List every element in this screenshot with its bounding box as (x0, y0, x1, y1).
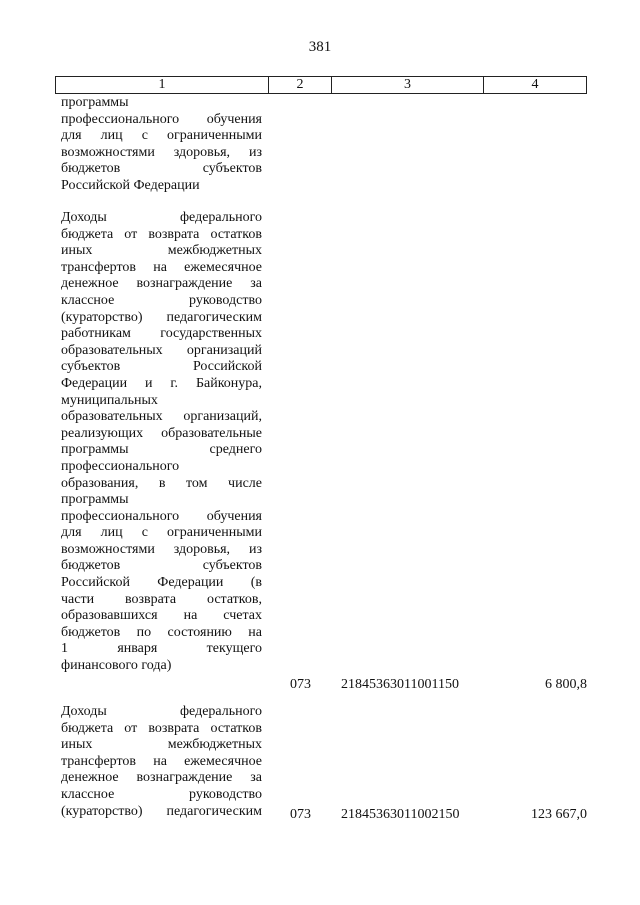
text-line: Доходы федерального (61, 704, 262, 719)
text-line: профессионального обучения (61, 111, 262, 127)
text-line: финансового года) (61, 658, 172, 674)
text-line: возможностями здоровья, из (61, 144, 262, 160)
text-line: бюджетов субъектов (61, 161, 262, 177)
text-line: профессионального (61, 458, 180, 474)
text-line: 1 января текущего (61, 641, 262, 657)
text-line: бюджета от возврата остатков (61, 226, 262, 242)
column-header-1: 1 (56, 77, 269, 93)
amount: 123 667,0 (531, 807, 587, 822)
column-header-3: 3 (332, 77, 484, 93)
text-line: для лиц с ограниченными (61, 525, 262, 541)
text-line: профессионального обучения (61, 508, 262, 524)
text-line: реализующих образовательные (61, 425, 262, 441)
text-line: программы (61, 95, 129, 110)
kbk-code: 21845363011001150 (341, 677, 459, 692)
admin-code: 073 (290, 807, 311, 822)
text-line: денежное вознаграждение за (61, 276, 262, 292)
text-line: субъектов Российской (61, 359, 262, 375)
text-line: классное руководство (61, 786, 262, 802)
admin-code: 073 (290, 677, 311, 692)
column-header-4: 4 (531, 77, 539, 92)
text-line: бюджета от возврата остатков (61, 720, 262, 736)
row-description-continued (61, 95, 262, 195)
text-line: Федерации и г. Байконура, (61, 375, 262, 391)
column-header-2: 2 (269, 77, 332, 93)
text-line: трансфертов на ежемесячное (61, 753, 262, 769)
text-line: программы (61, 492, 129, 508)
text-line: образовавшихся на счетах (61, 608, 262, 624)
table-header-row (55, 76, 587, 94)
row-description-1 (61, 210, 262, 675)
text-line: образовательных организаций, (61, 409, 262, 425)
text-line: иных межбюджетных (61, 243, 262, 259)
text-line: работникам государственных (61, 326, 262, 342)
text-line: Российской Федерации (в (61, 575, 262, 591)
amount: 6 800,8 (545, 677, 587, 692)
row-description-2 (61, 704, 262, 820)
text-line: муниципальных (61, 392, 158, 408)
text-line: (кураторство) педагогическим (61, 309, 262, 325)
text-line: образовательных организаций (61, 342, 262, 358)
text-line: трансфертов на ежемесячное (61, 259, 262, 275)
page-number: 381 (308, 39, 332, 55)
kbk-code: 21845363011002150 (341, 807, 460, 822)
text-line: классное руководство (61, 292, 262, 308)
text-line: возможностями здоровья, из (61, 541, 262, 557)
text-line: образования, в том числе (61, 475, 262, 491)
text-line: бюджетов субъектов (61, 558, 262, 574)
text-line: бюджетов по состоянию на (61, 624, 262, 640)
text-line: Доходы федерального (61, 210, 262, 225)
text-line: (кураторство) педагогическим (61, 803, 262, 819)
text-line: программы среднего (61, 442, 262, 458)
text-line: Российской Федерации (61, 177, 200, 193)
text-line: части возврата остатков, (61, 591, 262, 607)
text-line: иных межбюджетных (61, 737, 262, 753)
text-line: для лиц с ограниченными (61, 128, 262, 144)
text-line: денежное вознаграждение за (61, 770, 262, 786)
